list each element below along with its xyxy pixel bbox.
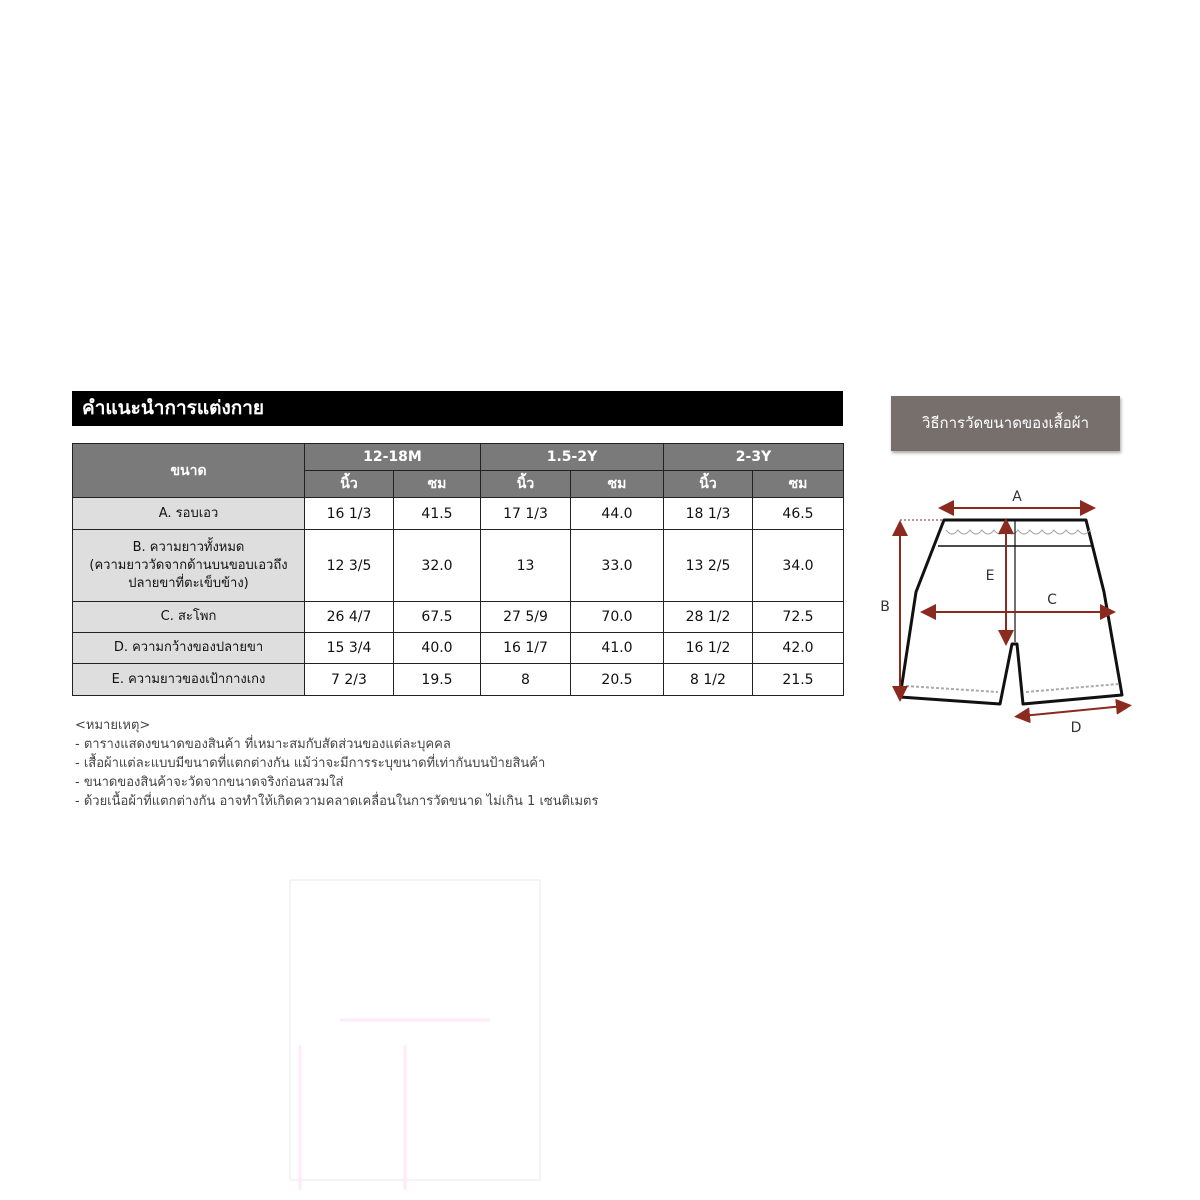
row-label-line: B. ความยาวทั้งหมด	[132, 539, 245, 555]
table-row	[73, 530, 844, 602]
table-cell: 19.5	[394, 664, 481, 696]
arrow-d	[1022, 706, 1124, 716]
note-item: - เสื้อผ้าแต่ละแบบมีขนาดที่แตกต่างกัน แม้ว่าจะมีการระบุขนาดที่เท่ากันบนป้ายสินค้า	[75, 756, 546, 771]
size-header: ขนาด	[73, 444, 305, 498]
table-cell: 72.5	[753, 602, 844, 633]
row-label-rise: E. ความยาวของเป้ากางเกง	[73, 664, 305, 696]
notes-heading: <หมายเหตุ>	[75, 718, 151, 733]
unit-inch: นิ้ว	[305, 471, 394, 498]
table-cell: 7 2/3	[305, 664, 394, 696]
table-cell: 8 1/2	[664, 664, 753, 696]
table-cell: 16 1/7	[481, 633, 571, 664]
shorts-measure-diagram	[876, 482, 1136, 742]
row-label-line: ปลายขาที่ตะเข็บข้าง)	[128, 575, 249, 591]
table-cell: 13 2/5	[664, 530, 753, 602]
size-2-3y-header: 2-3Y	[664, 444, 844, 471]
label-a: A	[1012, 489, 1022, 505]
table-cell: 42.0	[753, 633, 844, 664]
unit-cm: ซม	[571, 471, 664, 498]
table-cell: 33.0	[571, 530, 664, 602]
size-chart-table	[72, 443, 844, 696]
table-cell: 15 3/4	[305, 633, 394, 664]
notes	[75, 716, 598, 811]
how-to-measure-button[interactable]: วิธีการวัดขนาดของเสื้อผ้า	[891, 396, 1120, 451]
table-cell: 27 5/9	[481, 602, 571, 633]
row-label-leg-opening: D. ความกว้างของปลายขา	[73, 633, 305, 664]
table-cell: 70.0	[571, 602, 664, 633]
table-cell: 41.0	[571, 633, 664, 664]
table-cell: 16 1/2	[664, 633, 753, 664]
table-cell: 20.5	[571, 664, 664, 696]
row-label-line: (ความยาววัดจากด้านบนขอบเอวถึง	[89, 557, 288, 573]
table-cell: 28 1/2	[664, 602, 753, 633]
label-c: C	[1047, 592, 1057, 608]
table-row	[73, 498, 844, 530]
table-cell: 13	[481, 530, 571, 602]
size-12-18m-header: 12-18M	[305, 444, 481, 471]
table-cell: 34.0	[753, 530, 844, 602]
label-b: B	[880, 599, 890, 615]
table-cell: 26 4/7	[305, 602, 394, 633]
row-label-total-length	[73, 530, 305, 602]
unit-inch: นิ้ว	[664, 471, 753, 498]
table-cell: 67.5	[394, 602, 481, 633]
size-1-5-2y-header: 1.5-2Y	[481, 444, 664, 471]
table-row	[73, 602, 844, 633]
note-item: - ด้วยเนื้อผ้าที่แตกต่างกัน อาจทำให้เกิดความคลาดเคลื่อนในการวัดขนาด ไม่เกิน 1 เซนติเมตร	[75, 794, 599, 809]
table-row	[73, 633, 844, 664]
row-label-waist: A. รอบเอว	[73, 498, 305, 530]
table-cell: 21.5	[753, 664, 844, 696]
table-cell: 17 1/3	[481, 498, 571, 530]
row-label-hip: C. สะโพก	[73, 602, 305, 633]
page-title: คำแนะนำการแต่งกาย	[72, 391, 843, 426]
table-cell: 12 3/5	[305, 530, 394, 602]
table-cell: 32.0	[394, 530, 481, 602]
label-e: E	[985, 568, 995, 584]
table-cell: 18 1/3	[664, 498, 753, 530]
faded-watermark-artifact	[0, 800, 860, 1200]
table-cell: 40.0	[394, 633, 481, 664]
unit-inch: นิ้ว	[481, 471, 571, 498]
table-row	[73, 664, 844, 696]
note-item: - ขนาดของสินค้าจะวัดจากขนาดจริงก่อนสวมใส่	[75, 775, 344, 790]
table-cell: 44.0	[571, 498, 664, 530]
note-item: - ตารางแสดงขนาดของสินค้า ที่เหมาะสมกับสัดส่วนของแต่ละบุคคล	[75, 737, 451, 752]
unit-cm: ซม	[394, 471, 481, 498]
table-cell: 46.5	[753, 498, 844, 530]
table-cell: 8	[481, 664, 571, 696]
table-cell: 16 1/3	[305, 498, 394, 530]
label-d: D	[1070, 720, 1082, 736]
unit-cm: ซม	[753, 471, 844, 498]
table-cell: 41.5	[394, 498, 481, 530]
